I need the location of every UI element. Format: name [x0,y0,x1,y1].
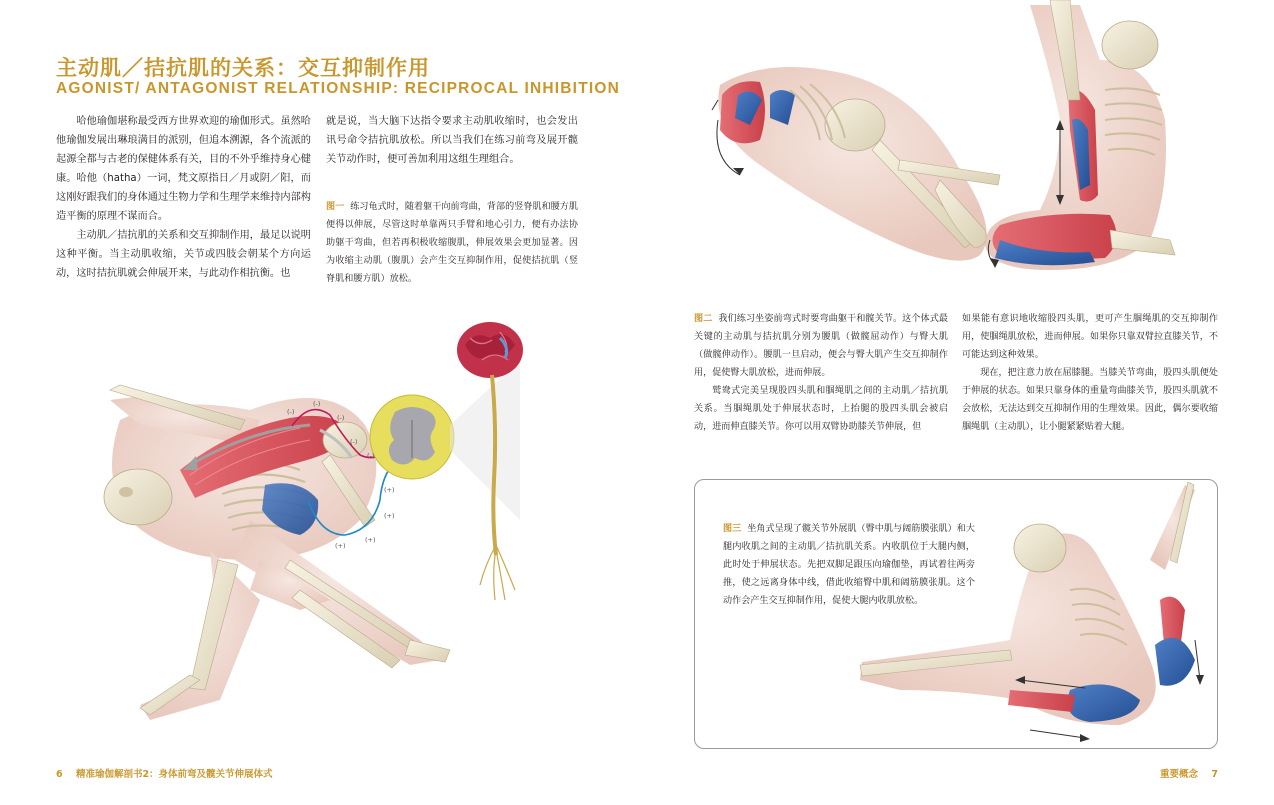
figure-2-caption-col2 [962,310,1218,436]
minus-sign: (-) [287,408,295,416]
seated-forward-bend [712,67,1000,261]
section-name: 重要概念 [1160,769,1199,780]
figure-3-label: 图三 [723,524,742,534]
minus-sign: (-) [337,414,345,422]
plus-sign: (+) [384,486,395,494]
figure-2-text: 我们练习坐姿前弯式时要弯曲躯干和髋关节。这个体式最关键的主动肌与拮抗肌分别为腰肌（做髋屈动作）与臀大肌（做髋伸动作）。腰肌一旦启动，便会与臀大肌产生交互抑制作用，促使臀大肌放松，进而伸展。 [694,314,948,378]
paragraph: 主动肌／拮抗肌的关系和交互抑制作用，最足以说明这种平衡。当主动肌收缩，关节或四肢会朝某个方向运动，这时拮抗肌就会伸展开来，与此动作相抗衡。也 [56,230,311,279]
plus-sign: (+) [384,512,395,520]
minus-sign: (-) [367,452,375,460]
paragraph: 鹫鸯式完美呈现股四头肌和腘绳肌之间的主动肌／拮抗肌关系。当腘绳肌处于伸展状态时，上抬腿的股四头肌会被启动，进而伸直膝关节。你可以用双臂协助膝关节伸展，但 [694,386,948,432]
paragraph: 哈他瑜伽堪称最受西方世界欢迎的瑜伽形式。虽然哈他瑜伽发展出琳琅满目的派别，但追本溯源，各个流派的起源全都与古老的保健体系有关，目的不外乎维持身心健康。哈他（hatha）一词，梵文原指日／月或阴／阳，而这刚好跟我们的身体通过生物力学和生理学来维持内部构造平衡的原理不谋而合。 [56,116,311,222]
page-number: 6 [56,769,63,780]
figure-1-label: 图一 [326,202,345,212]
plus-sign: (+) [365,536,376,544]
figure-3-text: 坐角式呈现了髋关节外展肌（臀中肌与阔筋膜张肌）和大腿内收肌之间的主动肌／拮抗肌关系。内收肌位于大腿内侧，此时处于伸展状态。先把双脚足跟压向瑜伽垫，再试着往两旁推，使之远离身体中线，借此收缩臀中肌和阔筋膜张肌。这个动作会产生交互抑制作用，促使大腿内收肌放松。 [723,524,975,606]
minus-sign: (-) [313,400,321,408]
paragraph: 现在，把注意力放在屈膝腿。当膝关节弯曲，股四头肌便处于伸展的状态。如果只靠身体的重量弯曲膝关节，股四头肌就不会放松，无法达到交互抑制作用的生理效果。因此，偶尔要收缩腘绳肌（主动肌），让小腿紧紧贴着大腿。 [962,368,1218,432]
page-number: 7 [1211,769,1218,780]
title-english: AGONIST/ ANTAGONIST RELATIONSHIP: RECIPROCAL INHIBITION [56,80,621,97]
minus-sign: (-) [350,438,358,446]
title-chinese: 主动肌／拮抗肌的关系：交互抑制作用 [56,56,430,80]
book-title: 精准瑜伽解剖书2：身体前弯及髋关节伸展体式 [75,769,273,780]
paragraph: 如果能有意识地收缩股四头肌，更可产生腘绳肌的交互抑制作用，使腘绳肌放松，进而伸展。如果你只靠双臂拉直膝关节，不可能达到这种效果。 [962,314,1218,360]
footer-right [1160,766,1218,780]
figure-1-text: 练习龟式时，随着躯干向前弯曲，背部的竖脊肌和腰方肌便得以伸展，尽管这时单靠两只手臂和地心引力，便有办法协助躯干弯曲，但若再积极收缩腹肌，伸展效果会更加显著。因为收缩主动肌（腹肌）会产生交互抑制作用，促使拮抗肌（竖脊肌和腰方肌）放松。 [326,202,578,284]
heron-pose [985,0,1175,270]
paragraph: 就是说，当大脑下达指令要求主动肌收缩时，也会发出讯号命令拮抗肌放松。所以当我们在练习前弯及展开髋关节动作时，便可善加利用这组生理组合。 [326,116,578,165]
figure-2-caption-col1 [694,310,948,436]
figure-2-label: 图二 [694,314,713,324]
plus-sign: (+) [335,542,346,550]
figure-3-caption [723,520,975,610]
